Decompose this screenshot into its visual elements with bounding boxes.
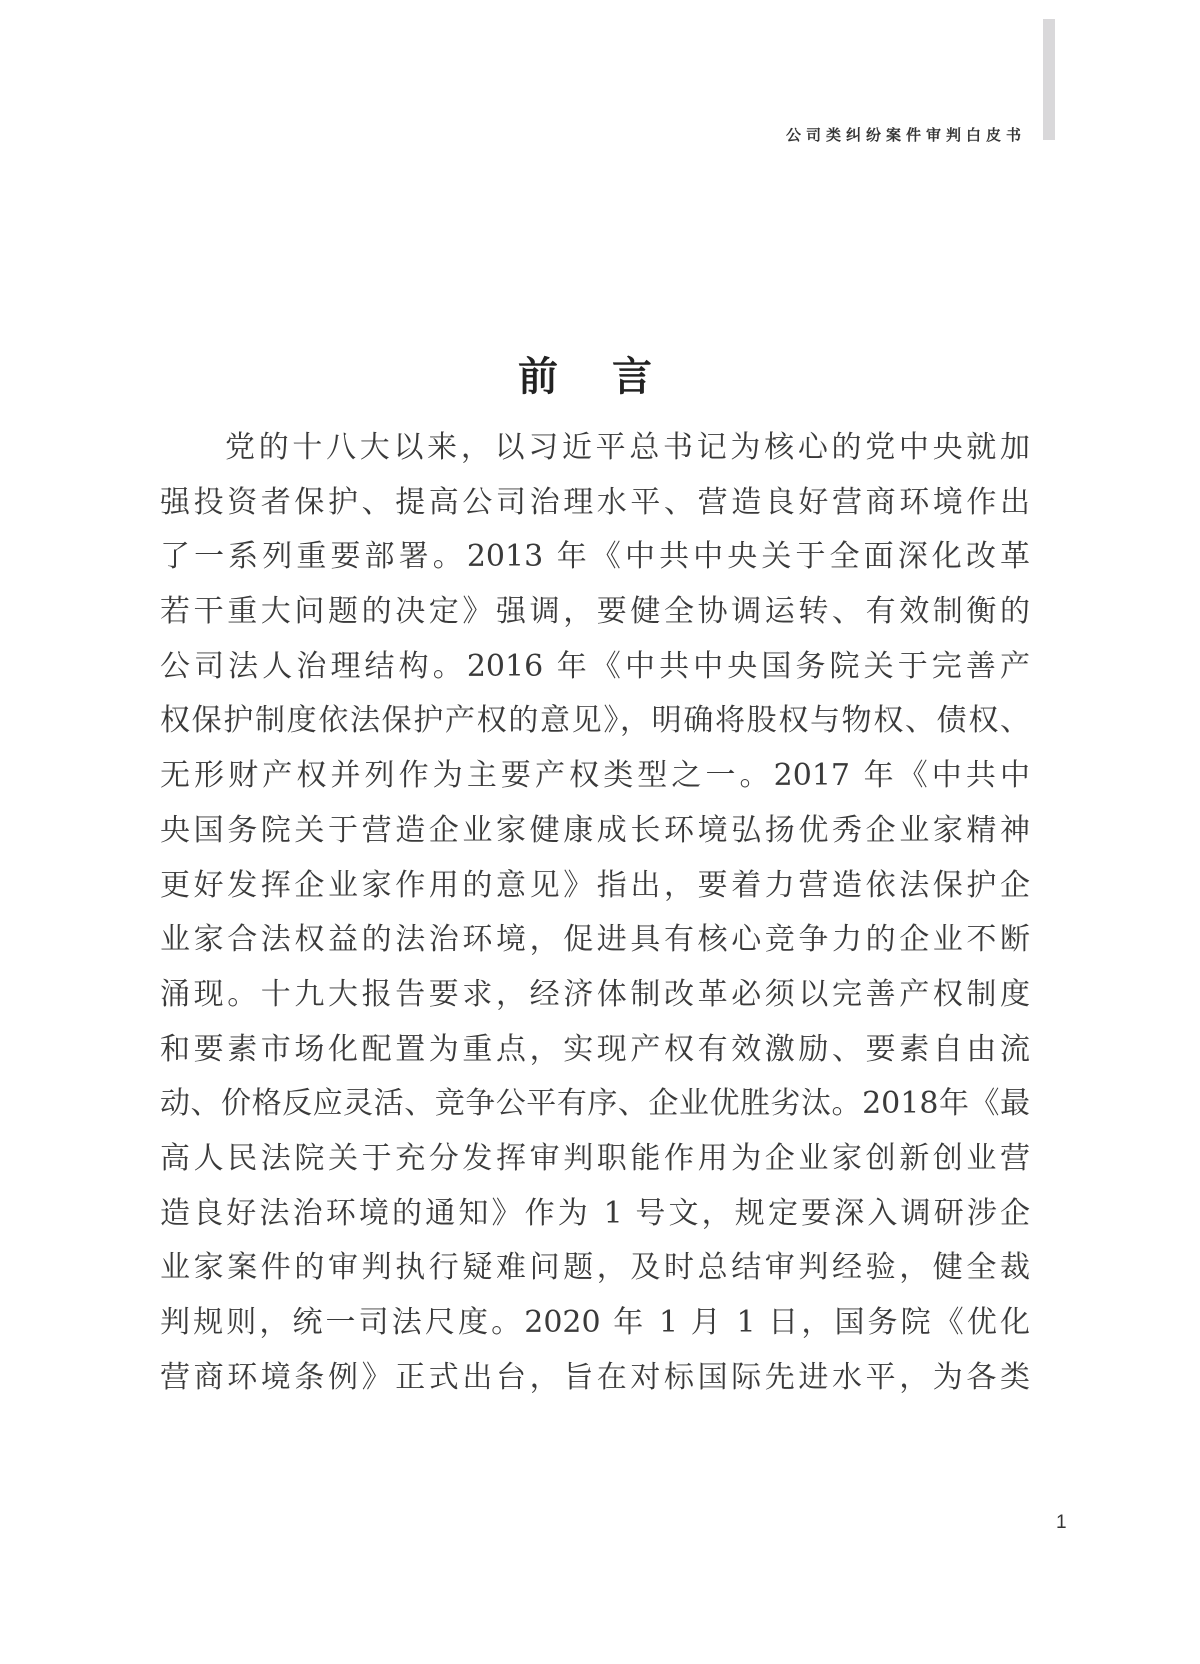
header-edge-bar	[1043, 19, 1055, 140]
running-header: 公司类纠纷案件审判白皮书	[786, 126, 1027, 144]
body-text	[160, 421, 1030, 1405]
text-line: 强投资者保护、提高公司治理水平、营造良好营商环境作出	[160, 484, 1030, 520]
text-line: 判规则，统一司法尺度。2020 年 1 月 1 日，国务院《优化	[160, 1305, 1030, 1340]
text-line: 业家案件的审判执行疑难问题，及时总结审判经验，健全裁	[160, 1250, 1030, 1286]
text-line: 权保护制度依法保护产权的意见》，明确将股权与物权、债权、	[160, 703, 1030, 739]
text-line: 无形财产权并列作为主要产权类型之一。2017 年《中共中	[160, 758, 1030, 794]
text-line: 动、价格反应灵活、竞争公平有序、企业优胜劣汰。2018年《最	[160, 1086, 1030, 1122]
text-line: 公司法人治理结构。2016 年《中共中央国务院关于完善产	[160, 648, 1030, 684]
text-line: 了一系列重要部署。2013 年《中共中央关于全面深化改革	[160, 539, 1030, 575]
text-line: 和要素市场化配置为重点，实现产权有效激励、要素自由流	[160, 1031, 1030, 1067]
page-number: 1	[1056, 1512, 1067, 1533]
text-line: 更好发挥企业家作用的意见》指出，要着力营造依法保护企	[160, 867, 1030, 903]
text-line: 高人民法院关于充分发挥审判职能作用为企业家创新创业营	[160, 1140, 1030, 1176]
text-line: 营商环境条例》正式出台，旨在对标国际先进水平，为各类	[160, 1359, 1030, 1395]
text-line: 央国务院关于营造企业家健康成长环境弘扬优秀企业家精神	[160, 812, 1030, 848]
page-title: 前 言	[518, 353, 672, 400]
text-line: 党的十八大以来，以习近平总书记为核心的党中央就加	[225, 430, 1030, 465]
text-line: 业家合法权益的法治环境，促进具有核心竞争力的企业不断	[160, 922, 1030, 958]
text-line: 若干重大问题的决定》强调，要健全协调运转、有效制衡的	[160, 594, 1030, 630]
text-line: 造良好法治环境的通知》作为 1 号文，规定要深入调研涉企	[160, 1195, 1030, 1231]
text-line: 涌现。十九大报告要求，经济体制改革必须以完善产权制度	[160, 976, 1030, 1012]
